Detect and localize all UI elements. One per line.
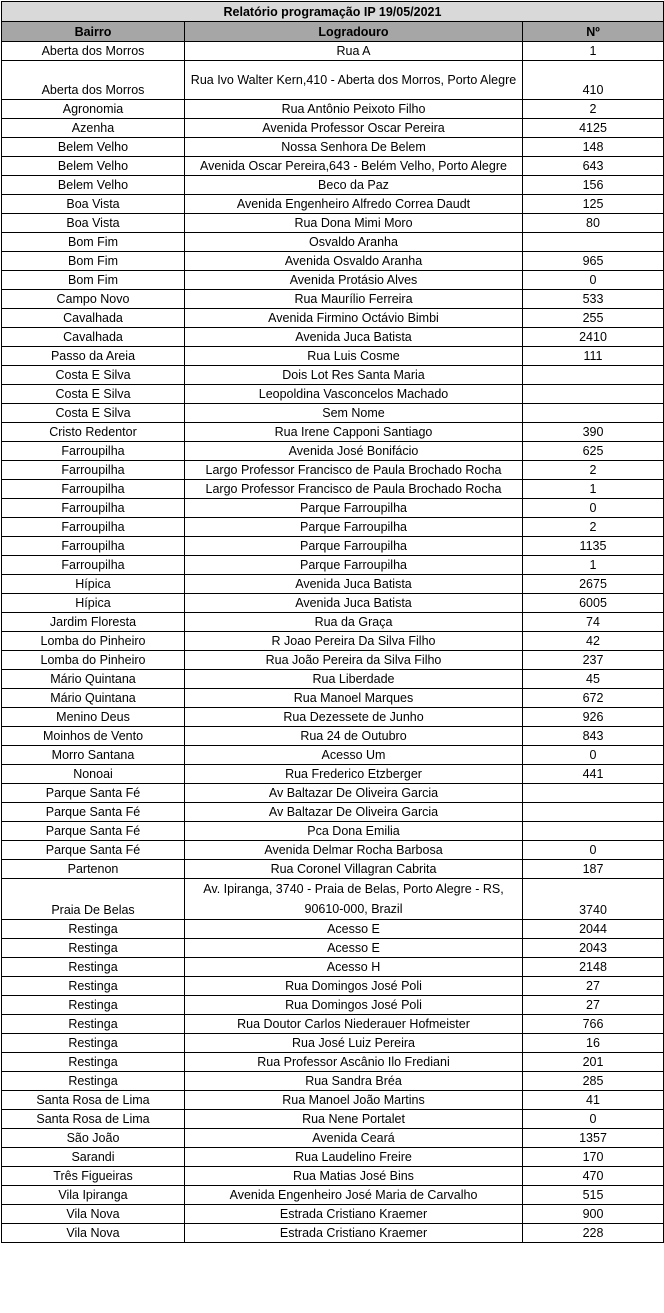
cell-numero: 2 [523, 518, 664, 537]
cell-bairro: Farroupilha [2, 556, 185, 575]
cell-numero: 625 [523, 442, 664, 461]
cell-numero: 2 [523, 461, 664, 480]
cell-logradouro: Parque Farroupilha [185, 499, 523, 518]
table-row [2, 860, 664, 879]
table-row [2, 822, 664, 841]
cell-bairro: Boa Vista [2, 214, 185, 233]
cell-bairro: Hípica [2, 575, 185, 594]
table-row [2, 879, 664, 920]
table-row [2, 195, 664, 214]
cell-bairro: Bom Fim [2, 233, 185, 252]
cell-numero: 228 [523, 1224, 664, 1243]
cell-bairro: Campo Novo [2, 290, 185, 309]
cell-logradouro: Nossa Senhora De Belem [185, 138, 523, 157]
cell-logradouro: Rua Laudelino Freire [185, 1148, 523, 1167]
table-row [2, 1015, 664, 1034]
table-row [2, 1091, 664, 1110]
cell-logradouro: Rua Frederico Etzberger [185, 765, 523, 784]
table-row [2, 119, 664, 138]
table-row [2, 708, 664, 727]
cell-logradouro: Avenida Delmar Rocha Barbosa [185, 841, 523, 860]
cell-logradouro: Avenida Engenheiro José Maria de Carvalho [185, 1186, 523, 1205]
header-numero: Nº [523, 22, 664, 42]
cell-bairro: Restinga [2, 1072, 185, 1091]
cell-logradouro: Rua Antônio Peixoto Filho [185, 100, 523, 119]
cell-numero: 0 [523, 271, 664, 290]
cell-numero: 1135 [523, 537, 664, 556]
cell-logradouro: Rua Sandra Bréa [185, 1072, 523, 1091]
cell-logradouro: Avenida Juca Batista [185, 594, 523, 613]
cell-bairro: Três Figueiras [2, 1167, 185, 1186]
cell-numero: 0 [523, 1110, 664, 1129]
table-row [2, 1072, 664, 1091]
table-row [2, 920, 664, 939]
table-row [2, 556, 664, 575]
cell-numero: 156 [523, 176, 664, 195]
table-row [2, 42, 664, 61]
cell-numero: 170 [523, 1148, 664, 1167]
cell-bairro: Vila Nova [2, 1224, 185, 1243]
table-row [2, 309, 664, 328]
table-row [2, 803, 664, 822]
cell-bairro: Aberta dos Morros [2, 61, 185, 100]
table-row [2, 651, 664, 670]
cell-logradouro: Rua da Graça [185, 613, 523, 632]
cell-logradouro: Rua Professor Ascânio Ilo Frediani [185, 1053, 523, 1072]
table-row [2, 1205, 664, 1224]
cell-bairro: Farroupilha [2, 518, 185, 537]
cell-numero: 2675 [523, 575, 664, 594]
cell-logradouro: Leopoldina Vasconcelos Machado [185, 385, 523, 404]
cell-numero [523, 803, 664, 822]
cell-logradouro: Parque Farroupilha [185, 537, 523, 556]
cell-logradouro: Avenida Firmino Octávio Bimbi [185, 309, 523, 328]
cell-logradouro: Rua Nene Portalet [185, 1110, 523, 1129]
cell-bairro: Farroupilha [2, 537, 185, 556]
cell-bairro: Bom Fim [2, 271, 185, 290]
cell-logradouro: Avenida Professor Oscar Pereira [185, 119, 523, 138]
cell-numero: 0 [523, 746, 664, 765]
table-row [2, 233, 664, 252]
table-row [2, 138, 664, 157]
cell-numero: 2043 [523, 939, 664, 958]
table-row [2, 214, 664, 233]
cell-bairro: Boa Vista [2, 195, 185, 214]
cell-bairro: Partenon [2, 860, 185, 879]
table-row [2, 404, 664, 423]
cell-bairro: Costa E Silva [2, 366, 185, 385]
cell-bairro: Moinhos de Vento [2, 727, 185, 746]
cell-bairro: Parque Santa Fé [2, 841, 185, 860]
cell-bairro: Costa E Silva [2, 404, 185, 423]
cell-logradouro: Rua Domingos José Poli [185, 996, 523, 1015]
cell-logradouro: Rua Luis Cosme [185, 347, 523, 366]
cell-numero: 0 [523, 499, 664, 518]
cell-logradouro: Rua João Pereira da Silva Filho [185, 651, 523, 670]
cell-logradouro: Avenida José Bonifácio [185, 442, 523, 461]
cell-bairro: Lomba do Pinheiro [2, 632, 185, 651]
cell-logradouro: R Joao Pereira Da Silva Filho [185, 632, 523, 651]
cell-numero: 390 [523, 423, 664, 442]
table-row [2, 784, 664, 803]
cell-bairro: Lomba do Pinheiro [2, 651, 185, 670]
table-row [2, 1053, 664, 1072]
cell-bairro: Praia De Belas [2, 879, 185, 920]
cell-bairro: Bom Fim [2, 252, 185, 271]
table-row [2, 613, 664, 632]
table-row [2, 537, 664, 556]
cell-numero: 45 [523, 670, 664, 689]
header-logradouro: Logradouro [185, 22, 523, 42]
cell-logradouro: Estrada Cristiano Kraemer [185, 1224, 523, 1243]
cell-bairro: Passo da Areia [2, 347, 185, 366]
cell-numero: 42 [523, 632, 664, 651]
cell-numero: 410 [523, 61, 664, 100]
cell-numero: 1 [523, 556, 664, 575]
cell-numero: 900 [523, 1205, 664, 1224]
cell-numero: 3740 [523, 879, 664, 920]
cell-bairro: Sarandi [2, 1148, 185, 1167]
table-row [2, 442, 664, 461]
cell-bairro: Belem Velho [2, 157, 185, 176]
cell-numero: 4125 [523, 119, 664, 138]
cell-bairro: Restinga [2, 977, 185, 996]
table-row [2, 480, 664, 499]
cell-logradouro: Acesso Um [185, 746, 523, 765]
table-row [2, 100, 664, 119]
cell-numero: 672 [523, 689, 664, 708]
cell-numero: 2410 [523, 328, 664, 347]
cell-logradouro: Sem Nome [185, 404, 523, 423]
cell-logradouro: Rua Domingos José Poli [185, 977, 523, 996]
cell-bairro: Morro Santana [2, 746, 185, 765]
cell-numero: 201 [523, 1053, 664, 1072]
table-row [2, 1224, 664, 1243]
cell-bairro: Menino Deus [2, 708, 185, 727]
cell-bairro: Mário Quintana [2, 670, 185, 689]
cell-logradouro: Rua Liberdade [185, 670, 523, 689]
cell-logradouro: Av. Ipiranga, 3740 - Praia de Belas, Porto Alegre - RS, 90610-000, Brazil [185, 879, 523, 920]
cell-bairro: Azenha [2, 119, 185, 138]
cell-bairro: Nonoai [2, 765, 185, 784]
cell-logradouro: Avenida Oscar Pereira,643 - Belém Velho, Porto Alegre [185, 157, 523, 176]
cell-logradouro: Rua Dezessete de Junho [185, 708, 523, 727]
cell-bairro: Restinga [2, 996, 185, 1015]
table-row [2, 977, 664, 996]
table-row [2, 157, 664, 176]
cell-bairro: Agronomia [2, 100, 185, 119]
table-row [2, 499, 664, 518]
table-row [2, 1186, 664, 1205]
table-row [2, 939, 664, 958]
cell-numero [523, 404, 664, 423]
cell-numero: 766 [523, 1015, 664, 1034]
cell-logradouro: Largo Professor Francisco de Paula Brochado Rocha [185, 461, 523, 480]
cell-logradouro: Rua Manoel João Martins [185, 1091, 523, 1110]
cell-logradouro: Rua Irene Capponi Santiago [185, 423, 523, 442]
cell-logradouro: Dois Lot Res Santa Maria [185, 366, 523, 385]
cell-logradouro: Rua Maurílio Ferreira [185, 290, 523, 309]
cell-bairro: Restinga [2, 1015, 185, 1034]
cell-logradouro: Rua A [185, 42, 523, 61]
cell-bairro: Restinga [2, 939, 185, 958]
cell-numero: 843 [523, 727, 664, 746]
cell-logradouro: Rua Manoel Marques [185, 689, 523, 708]
cell-logradouro: Av Baltazar De Oliveira Garcia [185, 784, 523, 803]
cell-logradouro: Avenida Engenheiro Alfredo Correa Daudt [185, 195, 523, 214]
cell-numero: 1 [523, 480, 664, 499]
table-row [2, 290, 664, 309]
cell-logradouro: Avenida Juca Batista [185, 328, 523, 347]
cell-numero: 441 [523, 765, 664, 784]
cell-numero: 16 [523, 1034, 664, 1053]
cell-numero: 125 [523, 195, 664, 214]
cell-numero: 470 [523, 1167, 664, 1186]
cell-numero: 148 [523, 138, 664, 157]
cell-bairro: Belem Velho [2, 176, 185, 195]
cell-numero: 533 [523, 290, 664, 309]
cell-bairro: Cavalhada [2, 328, 185, 347]
table-row [2, 689, 664, 708]
table-row [2, 1034, 664, 1053]
cell-numero: 6005 [523, 594, 664, 613]
cell-bairro: Aberta dos Morros [2, 42, 185, 61]
cell-numero: 515 [523, 1186, 664, 1205]
title-row [2, 2, 664, 22]
table-row [2, 670, 664, 689]
cell-logradouro: Av Baltazar De Oliveira Garcia [185, 803, 523, 822]
cell-logradouro: Estrada Cristiano Kraemer [185, 1205, 523, 1224]
cell-logradouro: Acesso E [185, 939, 523, 958]
cell-logradouro: Parque Farroupilha [185, 556, 523, 575]
cell-numero: 2 [523, 100, 664, 119]
cell-logradouro: Largo Professor Francisco de Paula Brochado Rocha [185, 480, 523, 499]
report-table [1, 1, 664, 1243]
cell-bairro: Jardim Floresta [2, 613, 185, 632]
cell-logradouro: Beco da Paz [185, 176, 523, 195]
cell-bairro: São João [2, 1129, 185, 1148]
table-row [2, 271, 664, 290]
cell-numero: 41 [523, 1091, 664, 1110]
cell-bairro: Cristo Redentor [2, 423, 185, 442]
cell-logradouro: Rua Ivo Walter Kern,410 - Aberta dos Morros, Porto Alegre [185, 61, 523, 100]
cell-bairro: Vila Ipiranga [2, 1186, 185, 1205]
header-row [2, 22, 664, 42]
cell-bairro: Hípica [2, 594, 185, 613]
table-row [2, 632, 664, 651]
cell-logradouro: Rua Dona Mimi Moro [185, 214, 523, 233]
cell-numero [523, 233, 664, 252]
cell-numero: 926 [523, 708, 664, 727]
cell-numero: 965 [523, 252, 664, 271]
cell-numero: 27 [523, 996, 664, 1015]
cell-bairro: Santa Rosa de Lima [2, 1110, 185, 1129]
table-row [2, 765, 664, 784]
cell-bairro: Restinga [2, 1034, 185, 1053]
cell-bairro: Mário Quintana [2, 689, 185, 708]
cell-bairro: Restinga [2, 1053, 185, 1072]
table-row [2, 575, 664, 594]
report-title: Relatório programação IP 19/05/2021 [2, 2, 664, 22]
table-row [2, 176, 664, 195]
cell-bairro: Farroupilha [2, 461, 185, 480]
table-row [2, 461, 664, 480]
cell-bairro: Restinga [2, 920, 185, 939]
cell-logradouro: Avenida Ceará [185, 1129, 523, 1148]
cell-bairro: Vila Nova [2, 1205, 185, 1224]
cell-bairro: Farroupilha [2, 442, 185, 461]
cell-numero: 187 [523, 860, 664, 879]
cell-logradouro: Pca Dona Emilia [185, 822, 523, 841]
table-row [2, 594, 664, 613]
cell-numero [523, 822, 664, 841]
table-row [2, 958, 664, 977]
cell-numero: 27 [523, 977, 664, 996]
table-body [2, 42, 664, 1243]
cell-logradouro: Avenida Juca Batista [185, 575, 523, 594]
cell-numero: 237 [523, 651, 664, 670]
cell-bairro: Parque Santa Fé [2, 803, 185, 822]
table-row [2, 1129, 664, 1148]
cell-numero: 255 [523, 309, 664, 328]
cell-logradouro: Rua Coronel Villagran Cabrita [185, 860, 523, 879]
cell-bairro: Farroupilha [2, 499, 185, 518]
table-row [2, 727, 664, 746]
cell-numero: 74 [523, 613, 664, 632]
cell-logradouro: Rua José Luiz Pereira [185, 1034, 523, 1053]
cell-numero: 111 [523, 347, 664, 366]
cell-bairro: Belem Velho [2, 138, 185, 157]
cell-logradouro: Avenida Osvaldo Aranha [185, 252, 523, 271]
table-row [2, 385, 664, 404]
cell-numero: 1 [523, 42, 664, 61]
table-row [2, 996, 664, 1015]
cell-numero [523, 784, 664, 803]
cell-numero: 80 [523, 214, 664, 233]
cell-numero [523, 366, 664, 385]
cell-bairro: Cavalhada [2, 309, 185, 328]
table-row [2, 1110, 664, 1129]
cell-logradouro: Acesso E [185, 920, 523, 939]
header-bairro: Bairro [2, 22, 185, 42]
table-row [2, 61, 664, 100]
cell-logradouro: Parque Farroupilha [185, 518, 523, 537]
cell-bairro: Costa E Silva [2, 385, 185, 404]
cell-logradouro: Rua 24 de Outubro [185, 727, 523, 746]
table-row [2, 518, 664, 537]
table-row [2, 423, 664, 442]
table-row [2, 252, 664, 271]
cell-numero: 2148 [523, 958, 664, 977]
table-row [2, 328, 664, 347]
cell-logradouro: Osvaldo Aranha [185, 233, 523, 252]
table-row [2, 347, 664, 366]
table-row [2, 1167, 664, 1186]
cell-numero [523, 385, 664, 404]
cell-bairro: Farroupilha [2, 480, 185, 499]
cell-numero: 285 [523, 1072, 664, 1091]
cell-bairro: Santa Rosa de Lima [2, 1091, 185, 1110]
cell-numero: 2044 [523, 920, 664, 939]
cell-numero: 0 [523, 841, 664, 860]
cell-logradouro: Rua Doutor Carlos Niederauer Hofmeister [185, 1015, 523, 1034]
cell-numero: 643 [523, 157, 664, 176]
table-row [2, 746, 664, 765]
cell-logradouro: Avenida Protásio Alves [185, 271, 523, 290]
cell-logradouro: Acesso H [185, 958, 523, 977]
table-row [2, 366, 664, 385]
cell-bairro: Restinga [2, 958, 185, 977]
cell-logradouro: Rua Matias José Bins [185, 1167, 523, 1186]
table-row [2, 1148, 664, 1167]
cell-bairro: Parque Santa Fé [2, 822, 185, 841]
table-row [2, 841, 664, 860]
cell-numero: 1357 [523, 1129, 664, 1148]
cell-bairro: Parque Santa Fé [2, 784, 185, 803]
